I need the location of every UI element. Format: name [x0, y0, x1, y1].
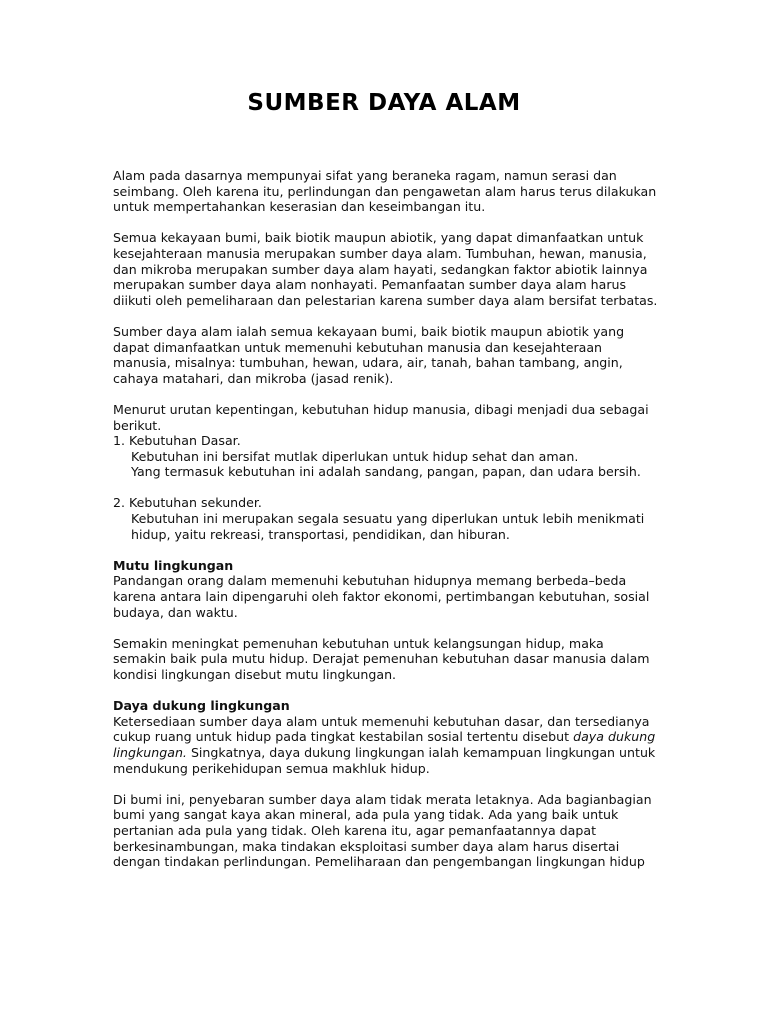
list-item-text: Yang termasuk kebutuhan ini adalah sandang, pangan, papan, dan udara bersih. — [131, 464, 641, 480]
section-heading-daya-dukung: Daya dukung lingkungan — [113, 698, 290, 714]
paragraph-4: Menurut urutan kepentingan, kebutuhan hidup manusia, dibagi menjadi dua sebagai berikut. — [113, 401, 649, 433]
spacer — [113, 480, 658, 496]
paragraph-3: Sumber daya alam ialah semua kekayaan bumi, baik biotik maupun abiotik yang dapat dimanfaatkan untuk memenuhi kebutuhan manusia dan kesejahteraan manusia, misalnya: tumbuhan, hewan, udara, air, tanah, bahan tambang, angin, cahaya matahari, dan mikroba (jasad renik). — [113, 323, 625, 386]
list-item — [113, 433, 658, 480]
page-title: SUMBER DAYA ALAM — [247, 90, 521, 116]
paragraph-1: Alam pada dasarnya mempunyai sifat yang beraneka ragam, namun serasi dan seimbang. Oleh karena itu, perlindungan dan pengawetan alam harus terus dilakukan untuk mempertahankan keserasian dan keseimbangan itu. — [113, 168, 657, 215]
document-body — [113, 168, 658, 885]
section-heading-mutu: Mutu lingkungan — [113, 557, 234, 573]
paragraph-6: Semakin meningkat pemenuhan kebutuhan untuk kelangsungan hidup, maka semakin baik pula mutu hidup. Derajat pemenuhan kebutuhan dasar manusia dalam kondisi lingkungan disebut mutu lingkungan. — [113, 635, 650, 682]
paragraph-7 — [113, 714, 658, 776]
list-item-label: 1. Kebutuhan Dasar. — [113, 433, 241, 449]
list-item-text: Kebutuhan ini bersifat mutlak diperlukan untuk hidup sehat dan aman. — [131, 448, 579, 464]
paragraph-2: Semua kekayaan bumi, baik biotik maupun abiotik, yang dapat dimanfaatkan untuk kesejahteraan manusia merupakan sumber daya alam. Tumbuhan, hewan, manusia, dan mikroba merupakan sumber daya alam hayati, sedangkan faktor abiotik lainnya merupakan sumber daya alam nonhayati. Pemanfaatan sumber daya alam harus diikuti oleh pemeliharaan dan pelestarian karena sumber daya alam bersifat terbatas. — [113, 230, 658, 308]
spacer — [113, 542, 658, 558]
paragraph-5: Pandangan orang dalam memenuhi kebutuhan hidupnya memang berbeda–beda karena antara lain dipengaruhi oleh faktor ekonomi, pertimbangan kebutuhan, sosial budaya, dan waktu. — [113, 573, 650, 620]
paragraph-7-italic-term: daya dukung lingkungan. — [113, 729, 656, 760]
list-item-label: 2. Kebutuhan sekunder. — [113, 495, 262, 511]
list-item-text: Kebutuhan ini merupakan segala sesuatu yang diperlukan untuk lebih menikmati hidup, yaitu rekreasi, transportasi, pendidikan, dan hiburan. — [131, 511, 645, 542]
paragraph-7-text-a: Ketersediaan sumber daya alam untuk memenuhi kebutuhan dasar, dan tersedianya cukup ruang untuk hidup pada tingkat kestabilan sosial tertentu disebut — [113, 713, 650, 745]
list-item — [113, 495, 658, 542]
paragraph-7-text-b: Singkatnya, daya dukung lingkungan ialah kemampuan lingkungan untuk mendukung perikehidupan semua makhluk hidup. — [113, 744, 656, 776]
paragraph-8: Di bumi ini, penyebaran sumber daya alam tidak merata letaknya. Ada bagianbagian bumi yang sangat kaya akan mineral, ada pula yang tidak. Ada yang baik untuk pertanian ada pula yang tidak. Oleh karena itu, agar pemanfaatannya dapat berkesinambungan, maka tindakan eksploitasi sumber daya alam harus disertai dengan tindakan perlindungan. Pemeliharaan dan pengembangan lingkungan hidup — [113, 791, 652, 870]
